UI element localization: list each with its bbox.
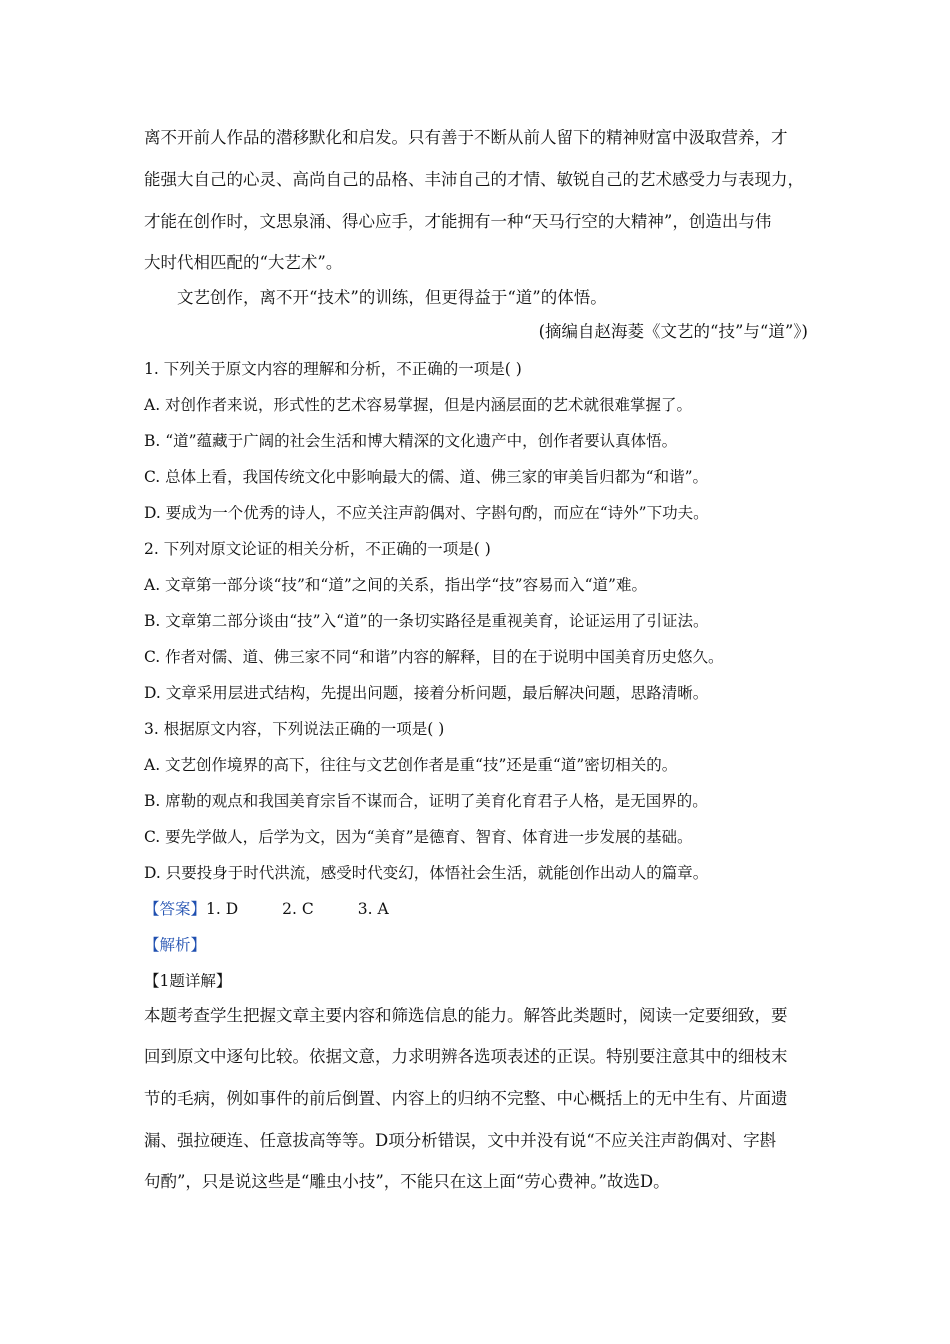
answer-tag: 【答案】	[144, 900, 207, 918]
question-3-stem: 3. 根据原文内容，下列说法正确的一项是( )	[144, 720, 445, 738]
question-1-option-d: D. 要成为一个优秀的诗人，不应关注声韵偶对、字斟句酌，而应在“诗外”下功夫。	[144, 504, 709, 522]
detail-line: 回到原文中逐句比较。依据文意，力求明辨各选项表述的正误。特别要注意其中的细枝末	[144, 1047, 788, 1066]
passage-line: 离不开前人作品的潜移默化和启发。只有善于不断从前人留下的精神财富中汲取营养，才	[144, 128, 788, 147]
passage-source: (摘编自赵海菱《文艺的“技”与“道”》)	[538, 322, 808, 341]
answer-item-2: 2. C	[282, 900, 314, 918]
question-1-option-b: B. “道”蕴藏于广阔的社会生活和博大精深的文化遗产中，创作者要认真体悟。	[144, 432, 678, 450]
passage-line: 才能在创作时，文思泉涌、得心应手，才能拥有一种“天马行空的大精神”，创造出与伟	[144, 212, 772, 231]
question-1-option-c: C. 总体上看，我国传统文化中影响最大的儒、道、佛三家的审美旨归都为“和谐”。	[144, 468, 709, 486]
answer-item-3: 3. A	[357, 900, 389, 918]
answer-item-1: 1. D	[206, 900, 239, 918]
question-1-option-a: A. 对创作者来说，形式性的艺术容易掌握，但是内涵层面的艺术就很难掌握了。	[144, 396, 693, 414]
detail-line: 本题考查学生把握文章主要内容和筛选信息的能力。解答此类题时，阅读一定要细致，要	[144, 1006, 788, 1025]
question-2-option-c: C. 作者对儒、道、佛三家不同“和谐”内容的解释，目的在于说明中国美育历史悠久。	[144, 648, 724, 666]
passage-line: 大时代相匹配的“大艺术”。	[144, 253, 343, 272]
detail-tag: 【1题详解】	[144, 972, 232, 990]
detail-line: 句酌”，只是说这些是“雕虫小技”，不能只在这上面“劳心费神。”故选D。	[144, 1172, 670, 1191]
answer-row	[144, 899, 389, 919]
question-2-option-d: D. 文章采用层进式结构，先提出问题，接着分析问题，最后解决问题，思路清晰。	[144, 684, 709, 702]
question-2-option-a: A. 文章第一部分谈“技”和“道”之间的关系，指出学“技”容易而入“道”难。	[144, 576, 647, 594]
passage-line: 能强大自己的心灵、高尚自己的品格、丰沛自己的才情、敏锐自己的艺术感受力与表现力，	[144, 170, 804, 189]
passage-conclusion: 文艺创作，离不开“技术”的训练，但更得益于“道”的体悟。	[177, 288, 607, 307]
question-3-option-c: C. 要先学做人，后学为文，因为“美育”是德育、智育、体育进一步发展的基础。	[144, 828, 693, 846]
analysis-tag: 【解析】	[144, 936, 207, 954]
detail-line: 节的毛病，例如事件的前后倒置、内容上的归纳不完整、中心概括上的无中生有、片面遗	[144, 1089, 788, 1108]
question-1-stem: 1. 下列关于原文内容的理解和分析，不正确的一项是( )	[144, 360, 522, 378]
question-3-option-d: D. 只要投身于时代洪流，感受时代变幻，体悟社会生活，就能创作出动人的篇章。	[144, 864, 709, 882]
detail-line: 漏、强拉硬连、任意拔高等等。D项分析错误，文中并没有说“不应关注声韵偶对、字斟	[144, 1131, 777, 1150]
question-3-option-b: B. 席勒的观点和我国美育宗旨不谋而合，证明了美育化育君子人格，是无国界的。	[144, 792, 708, 810]
question-2-option-b: B. 文章第二部分谈由“技”入“道”的一条切实路径是重视美育，论证运用了引证法。	[144, 612, 709, 630]
question-2-stem: 2. 下列对原文论证的相关分析，不正确的一项是( )	[144, 540, 491, 558]
question-3-option-a: A. 文艺创作境界的高下，往往与文艺创作者是重“技”还是重“道”密切相关的。	[144, 756, 678, 774]
